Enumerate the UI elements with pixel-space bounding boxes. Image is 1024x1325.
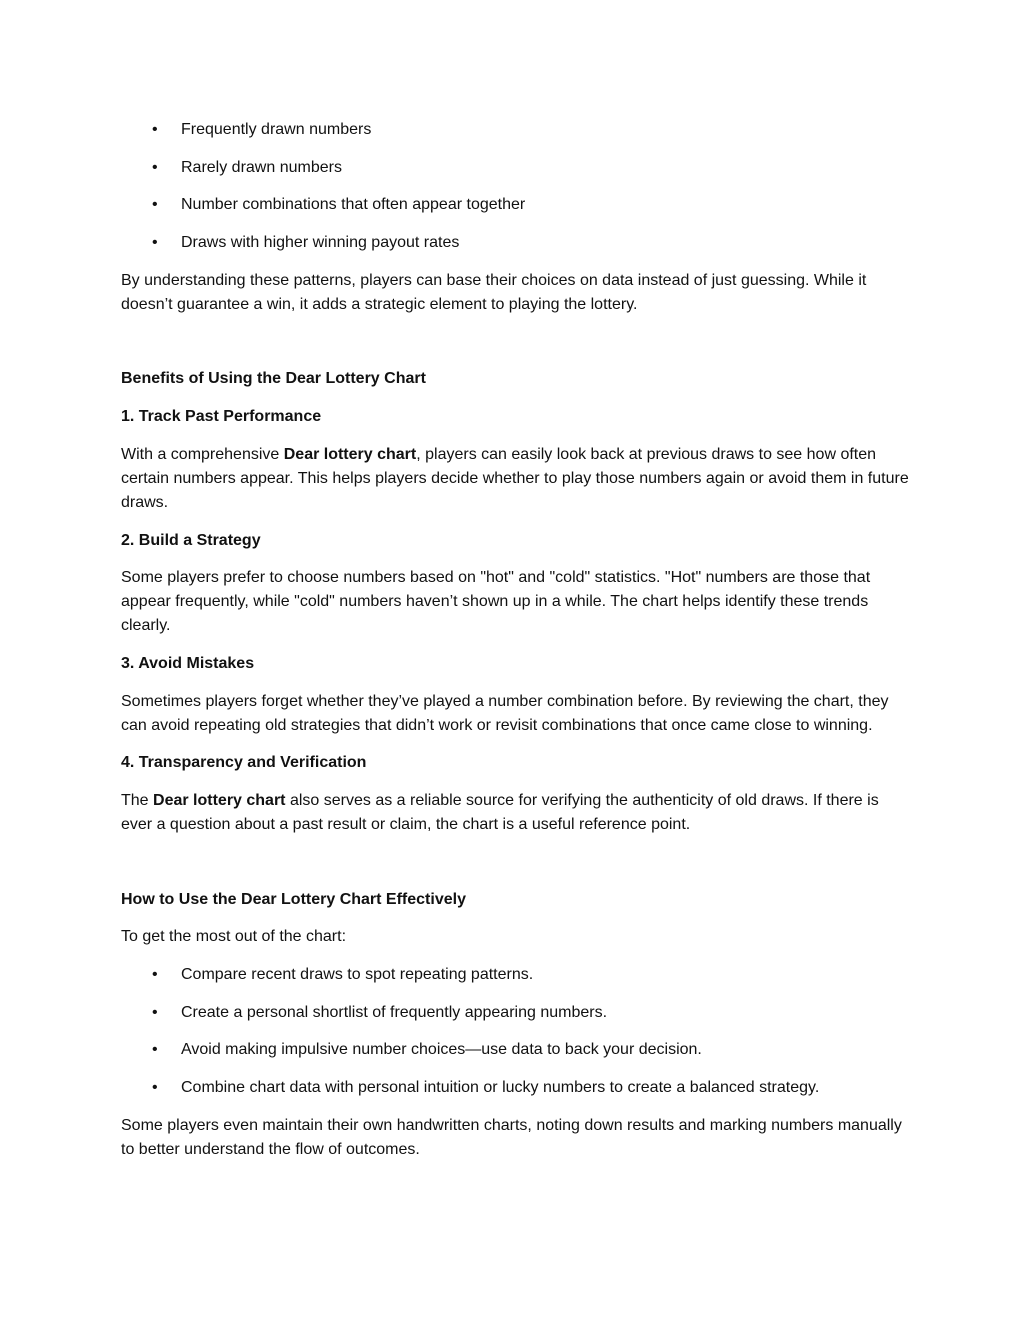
list-item: • Number combinations that often appear together bbox=[121, 193, 911, 217]
benefit-4-title: 4. Transparency and Verification bbox=[121, 754, 367, 772]
benefit-4-text bbox=[121, 789, 911, 837]
list-item: • Rarely drawn numbers bbox=[121, 156, 911, 180]
list-item: • Draws with higher winning payout rates bbox=[121, 231, 911, 255]
howto-lead: To get the most out of the chart: bbox=[121, 928, 347, 946]
list-item: • Combine chart data with personal intuition or lucky numbers to create a balanced strategy. bbox=[121, 1076, 911, 1100]
benefit-3-title: 3. Avoid Mistakes bbox=[121, 654, 255, 672]
benefit-1-text-before: With a comprehensive bbox=[121, 445, 284, 463]
benefit-4-text-before: The bbox=[121, 791, 154, 809]
benefit-2-text: Some players prefer to choose numbers based on "hot" and "cold" statistics. "Hot" numbers are those that appear frequently, while "cold" numbers haven’t shown up in a while. The chart helps identify these trends clearly. bbox=[121, 569, 871, 635]
benefit-3-text: Sometimes players forget whether they’ve played a number combination before. By reviewing the chart, they can avoid repeating old strategies that didn’t work or revisit combinations that once came close to winning. bbox=[121, 692, 889, 734]
list-item: • Frequently drawn numbers bbox=[121, 118, 911, 142]
list-item: • Avoid making impulsive number choices—use data to back your decision. bbox=[121, 1038, 911, 1062]
section-spacer bbox=[121, 851, 911, 888]
benefits-heading: Benefits of Using the Dear Lottery Chart bbox=[121, 370, 426, 388]
benefit-1-title: 1. Track Past Performance bbox=[121, 408, 322, 426]
intro-bullet-list bbox=[121, 118, 911, 255]
howto-heading: How to Use the Dear Lottery Chart Effectively bbox=[121, 890, 466, 908]
closing-paragraph: Some players even maintain their own handwritten charts, noting down results and marking numbers manually to better understand the flow of outcomes. bbox=[121, 1116, 902, 1158]
benefit-4-text-after: also serves as a reliable source for verifying the authenticity of old draws. If there is ever a question about a past result or claim, the chart is a useful reference point. bbox=[121, 791, 879, 833]
document-page bbox=[121, 118, 911, 1175]
benefit-2-title: 2. Build a Strategy bbox=[121, 531, 261, 549]
benefit-1-text bbox=[121, 443, 911, 515]
howto-bullet-list bbox=[121, 963, 911, 1100]
benefit-4-bold: Dear lottery chart bbox=[153, 791, 286, 809]
intro-paragraph: By understanding these patterns, players can base their choices on data instead of just guessing. While it doesn’t guarantee a win, it adds a strategic element to playing the lottery. bbox=[121, 271, 867, 313]
benefit-1-bold: Dear lottery chart bbox=[283, 445, 417, 463]
list-item: • Create a personal shortlist of frequently appearing numbers. bbox=[121, 1001, 911, 1025]
benefit-1-text-after: , players can easily look back at previous draws to see how often certain numbers appear. This helps players decide whether to play those numbers again or avoid them in future draws. bbox=[121, 445, 909, 511]
list-item: • Compare recent draws to spot repeating patterns. bbox=[121, 963, 911, 987]
section-spacer bbox=[121, 330, 911, 367]
